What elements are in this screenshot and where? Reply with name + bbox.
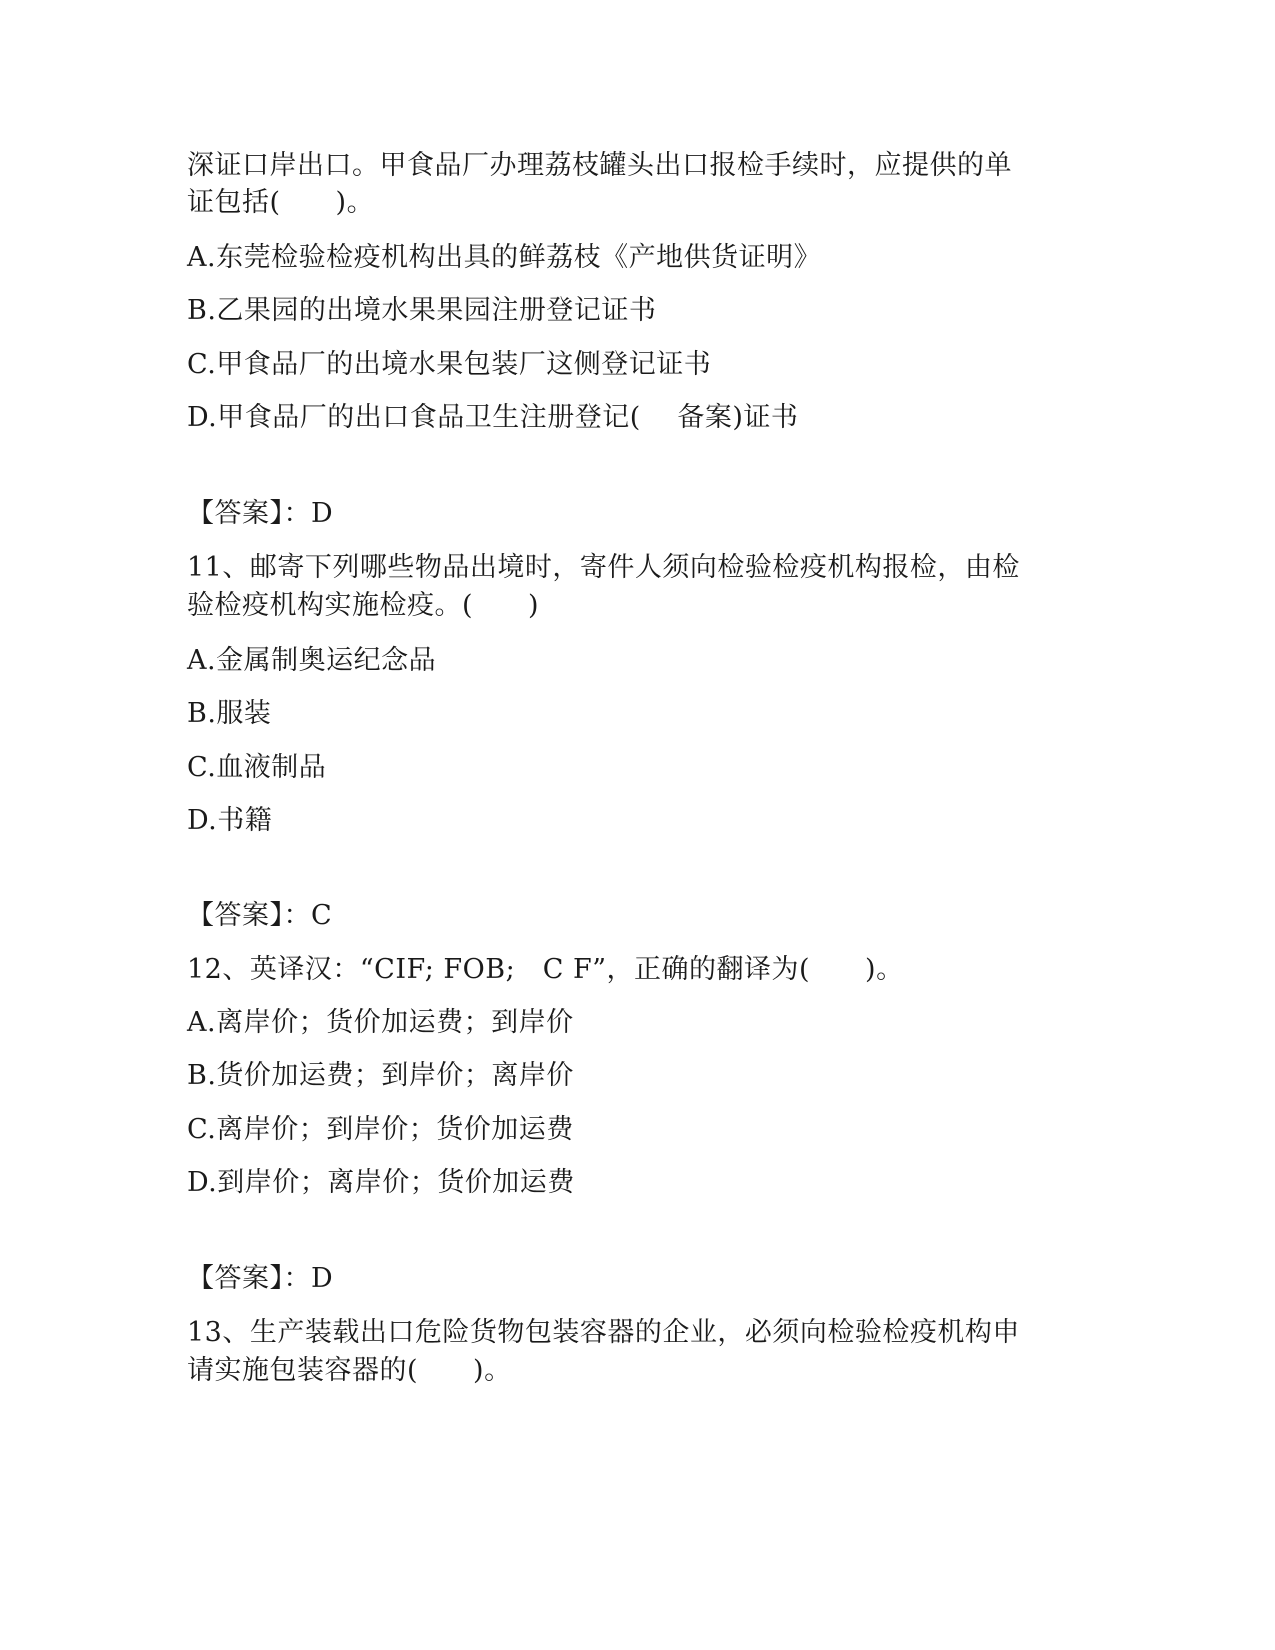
question-12-option-c: C.离岸价；到岸价；货价加运费: [187, 1114, 574, 1145]
question-11-stem-line-2: 验检疫机构实施检疫。( ): [187, 590, 540, 621]
question-10-option-d: D.甲食品厂的出口食品卫生注册登记( 备案)证书: [187, 402, 799, 433]
question-12-option-b: B.货价加运费；到岸价；离岸价: [187, 1060, 574, 1091]
question-12-stem: 12、英译汉：“CIF; FOB; C F”，正确的翻译为( )。: [187, 954, 904, 985]
question-10-option-c: C.甲食品厂的出境水果包装厂这侧登记证书: [187, 349, 712, 380]
question-12-option-a: A.离岸价；货价加运费；到岸价: [187, 1007, 574, 1038]
question-11-option-b: B.服装: [187, 698, 272, 729]
question-13-stem-line-2: 请实施包装容器的( )。: [187, 1355, 512, 1386]
question-11-option-a: A.金属制奥运纪念品: [187, 645, 437, 676]
question-13-stem-line-1: 13、生产装载出口危险货物包装容器的企业，必须向检验检疫机构申: [187, 1317, 1020, 1348]
question-12-option-d: D.到岸价；离岸价；货价加运费: [187, 1167, 575, 1198]
question-12-answer: 【答案】：D: [187, 1263, 334, 1294]
question-10-answer: 【答案】：D: [187, 498, 334, 529]
question-10-option-a: A.东莞检验检疫机构出具的鲜荔枝《产地供货证明》: [187, 242, 822, 273]
question-11-answer: 【答案】：C: [187, 900, 333, 931]
question-10-option-b: B.乙果园的出境水果果园注册登记证书: [187, 295, 657, 326]
question-11-option-c: C.血液制品: [187, 752, 327, 783]
question-10-stem-line-2: 证包括( )。: [187, 187, 375, 218]
question-11-stem-line-1: 11、邮寄下列哪些物品出境时，寄件人须向检验检疫机构报检，由检: [187, 552, 1020, 583]
question-11-option-d: D.书籍: [187, 805, 273, 836]
question-10-stem-line-1: 深证口岸出口。甲食品厂办理荔枝罐头出口报检手续时，应提供的单: [187, 150, 1012, 181]
